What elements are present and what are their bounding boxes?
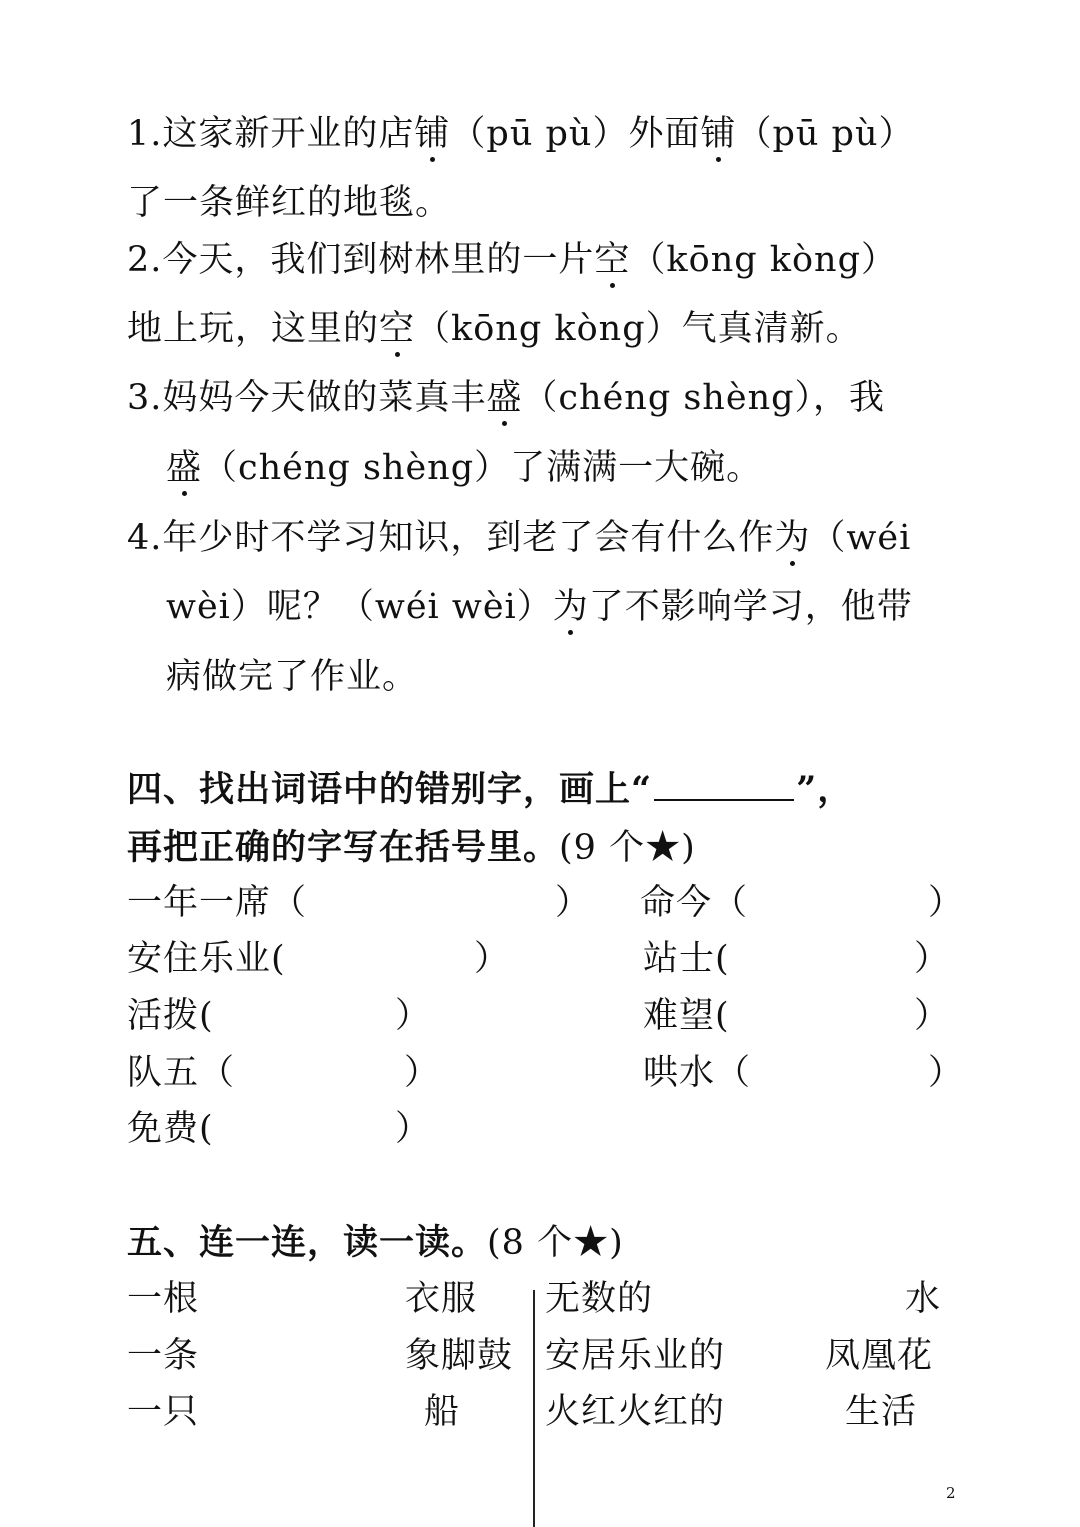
question-2-line-2: 地上玩，这里的空（kōng kòng）气真清新。 [127,309,862,349]
match-left-a: 一条 [127,1336,200,1376]
section-4-title: 四、找出词语中的错别字，画上“ ”， [127,769,854,810]
match-right-a: 安居乐业的 [545,1336,726,1376]
match-left-a: 一根 [127,1279,200,1319]
match-right-a: 火红火红的 [545,1392,726,1432]
match-left-b: 衣服 [405,1279,478,1319]
correction-item-close: ） [928,1053,965,1093]
match-right-a: 无数的 [545,1279,654,1319]
question-1-line-2: 了一条鲜红的地毯。 [127,183,452,223]
dotted-char: 空 [379,309,416,349]
correction-item-close: ） [474,939,511,979]
dotted-char: 为 [552,587,589,627]
question-1-line-1: 1.这家新开业的店铺（pū pù）外面铺（pū pù） [127,114,915,154]
section-4-subtitle: 再把正确的字写在括号里。(9 个★) [127,827,696,868]
question-4-line-3: 病做完了作业。 [166,657,419,697]
match-left-a: 一只 [127,1392,200,1432]
correction-item-close: ） [914,996,951,1036]
question-4-line-2: wèi）呢？（wéi wèi）为了不影响学习，他带 [166,587,913,627]
question-2-line-1: 2.今天，我们到树林里的一片空（kōng kòng） [127,240,898,280]
match-left-b: 象脚鼓 [405,1336,514,1376]
correction-item: 安住乐业( [127,939,286,979]
dotted-char: 铺 [414,114,451,154]
correction-item: 活拨( [127,996,214,1036]
correction-item: 难望( [643,996,730,1036]
question-3-line-1: 3.妈妈今天做的菜真丰盛（chéng shèng），我 [127,378,886,418]
question-3-line-2: 盛（chéng shèng）了满满一大碗。 [166,448,763,488]
correction-item: 哄水（ [643,1053,752,1093]
correction-item-close: ） [555,883,592,923]
column-divider [533,1290,535,1527]
match-right-b: 生活 [845,1392,918,1432]
underline-blank [654,769,794,801]
match-right-b: 水 [905,1279,942,1319]
dotted-char: 盛 [166,448,203,488]
dotted-char: 空 [594,240,631,280]
match-left-b: 船 [424,1392,461,1432]
page-number: 2 [946,1484,956,1502]
correction-item-close: ） [395,996,432,1036]
correction-item-close: ） [914,939,951,979]
correction-item: 队五（ [127,1053,236,1093]
match-right-b: 凤凰花 [825,1336,934,1376]
section-5-title: 五、连一连，读一读。(8 个★) [127,1222,624,1263]
dotted-char: 盛 [486,378,523,418]
question-4-line-1: 4.年少时不学习知识，到老了会有什么作为（wéi [127,518,912,558]
correction-item-close: ） [928,883,965,923]
correction-item: 站士( [643,939,730,979]
correction-item: 免费( [127,1109,214,1149]
correction-item: 一年一席（ [127,883,308,923]
correction-item-close: ） [404,1053,441,1093]
dotted-char: 为 [774,518,811,558]
dotted-char: 铺 [700,114,737,154]
correction-item-close: ） [395,1109,432,1149]
correction-item: 命今（ [640,883,749,923]
